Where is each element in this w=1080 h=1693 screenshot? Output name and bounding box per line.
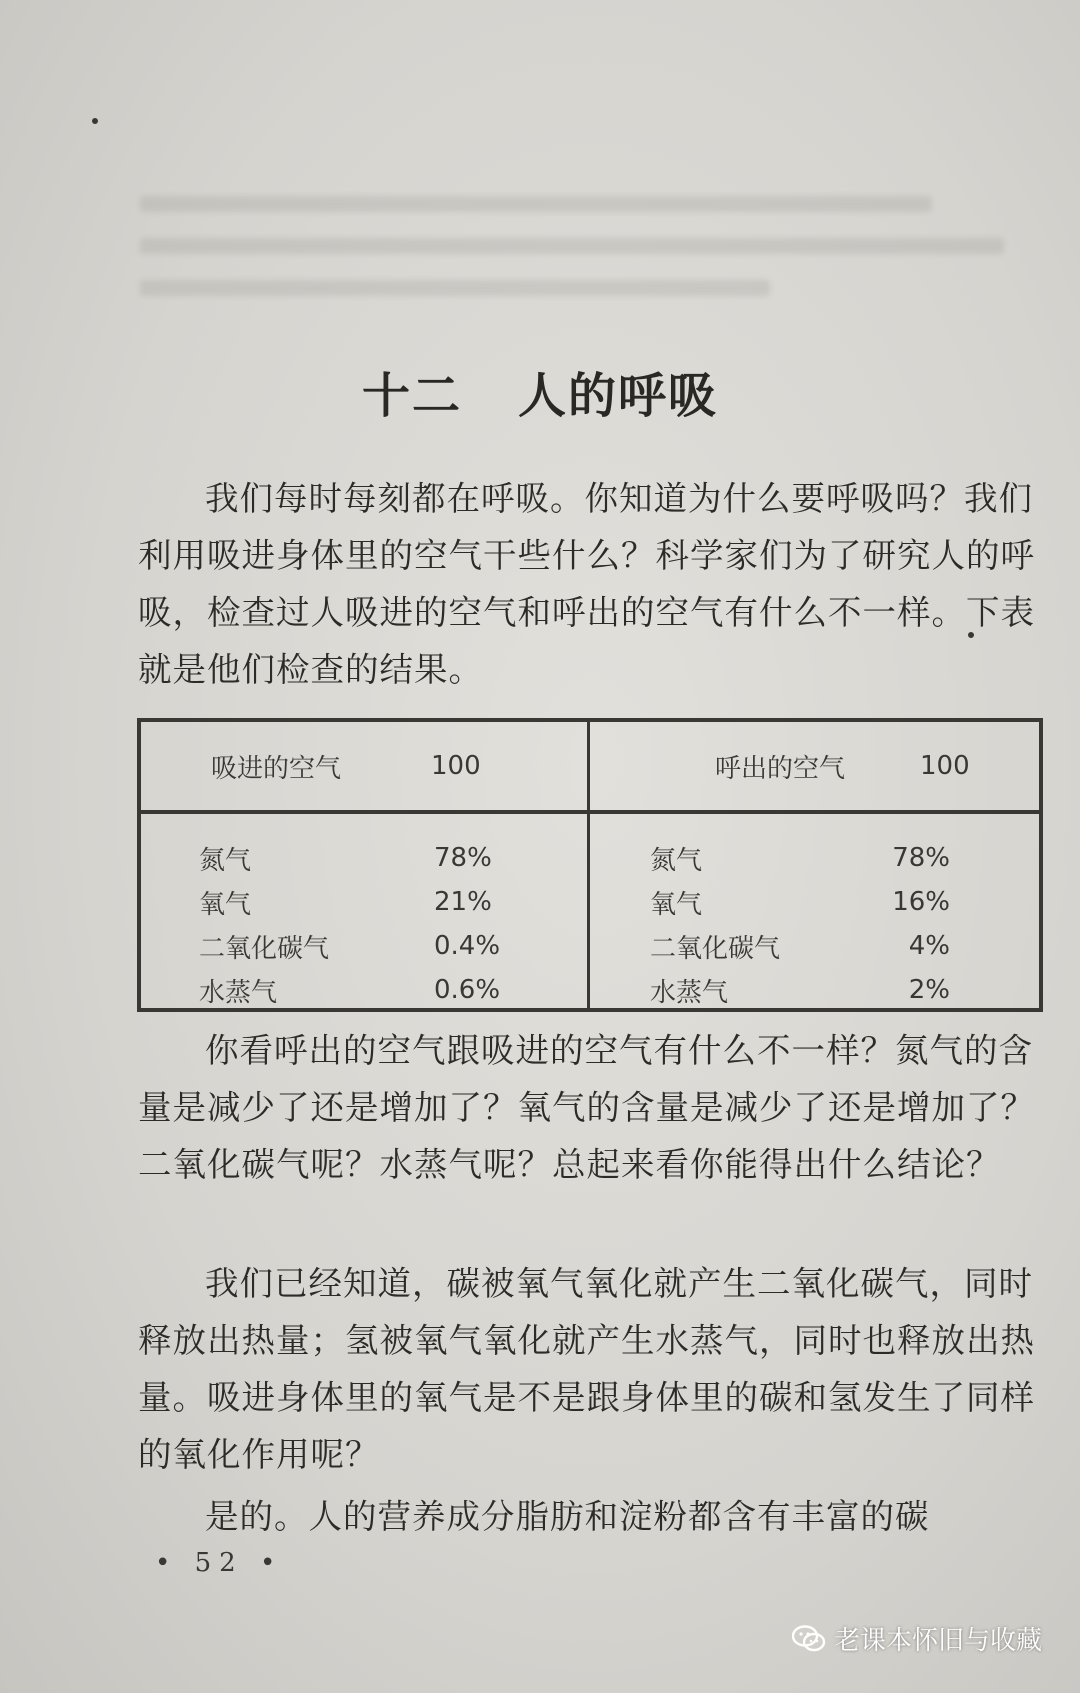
table-header-exhaled — [590, 722, 1039, 814]
header-label: 呼出的空气 — [715, 753, 846, 784]
air-composition-table — [137, 718, 1043, 1012]
gas-percent: 0.4% — [434, 931, 501, 961]
gas-name: 二氧化碳气 — [199, 933, 330, 964]
table-row — [650, 924, 1039, 968]
gas-percent: 0.6% — [434, 975, 501, 1005]
gas-percent: 16% — [892, 887, 950, 917]
table-header-inhaled — [141, 722, 590, 814]
header-label: 吸进的空气 — [211, 753, 342, 784]
page-number: • 52 • — [155, 1548, 284, 1578]
gas-name: 水蒸气 — [199, 977, 278, 1008]
table-row — [199, 880, 587, 924]
gas-name: 水蒸气 — [650, 977, 729, 1008]
paragraph-oxidation: 我们已经知道，碳被氧气氧化就产生二氧化碳气，同时释放出热量；氢被氧气氧化就产生水蒸气，同时也释放出热量。吸进身体里的氧气是不是跟身体里的碳和氢发生了同样的氧化作用呢？ — [138, 1264, 1035, 1474]
table-row — [199, 968, 587, 1012]
table-row — [199, 924, 587, 968]
gas-percent: 21% — [434, 887, 492, 917]
header-value: 100 — [920, 751, 970, 781]
table-row — [199, 836, 587, 880]
paragraph-compare: 你看呼出的空气跟吸进的空气有什么不一样？氮气的含量是减少了还是增加了？氧气的含量是减少了还是增加了？二氧化碳气呢？水蒸气呢？总起来看你能得出什么结论？ — [138, 1031, 1035, 1184]
watermark — [792, 1620, 1042, 1657]
gas-name: 氧气 — [199, 889, 252, 920]
header-value: 100 — [431, 751, 481, 781]
gas-name: 二氧化碳气 — [650, 933, 781, 964]
gas-name: 氮气 — [199, 845, 252, 876]
wechat-icon — [792, 1625, 826, 1653]
watermark-text: 老课本怀旧与收藏 — [833, 1626, 1042, 1656]
paragraph-intro: 我们每时每刻都在呼吸。你知道为什么要呼吸吗？我们利用吸进身体里的空气干些什么？科学家们为了研究人的呼吸，检查过人吸进的空气和呼出的空气有什么不一样。下表就是他们检查的结果。 — [138, 479, 1035, 689]
gas-percent: 4% — [908, 931, 950, 961]
gas-percent: 78% — [892, 843, 950, 873]
table-column-inhaled — [141, 814, 590, 1012]
chapter-title — [0, 357, 1080, 426]
show-through-text — [140, 170, 1040, 380]
paragraph-answer: 是的。人的营养成分脂肪和淀粉都含有丰富的碳 — [205, 1497, 930, 1536]
chapter-number: 十二 — [361, 368, 462, 425]
chapter-heading: 人的呼吸 — [518, 368, 719, 425]
gas-percent: 2% — [908, 975, 950, 1005]
gas-name: 氮气 — [650, 845, 703, 876]
table-row — [650, 880, 1039, 924]
gas-name: 氧气 — [650, 889, 703, 920]
print-speck — [92, 118, 98, 124]
table-column-exhaled — [590, 814, 1039, 1012]
table-row — [650, 968, 1039, 1012]
gas-percent: 78% — [434, 843, 492, 873]
table-row — [650, 836, 1039, 880]
